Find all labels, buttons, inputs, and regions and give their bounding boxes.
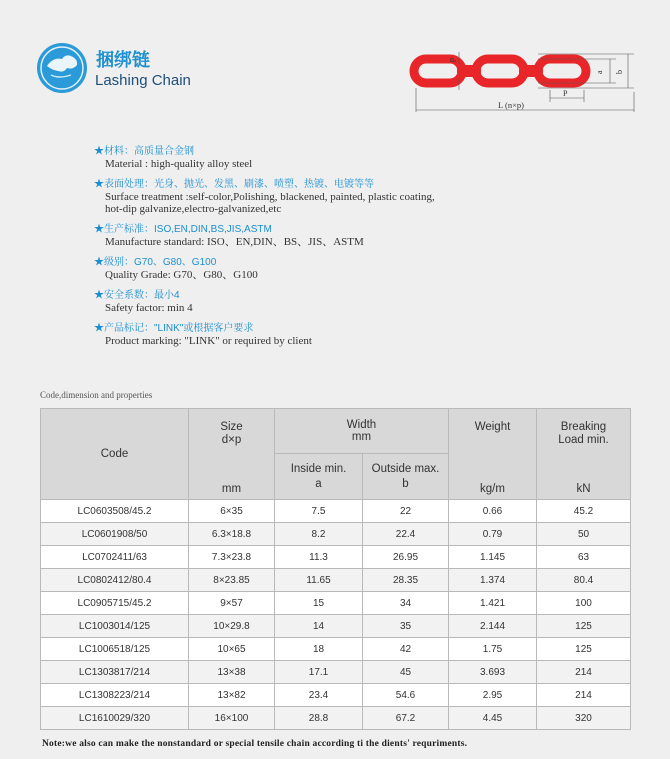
spec-value-en: Material : high-quality alloy steel xyxy=(105,158,253,170)
spec-marking xyxy=(94,323,634,347)
spec-label-cn: ★表面处理：光身、抛光、发黑、刷漆、喷塑、热镀、电镀等等 xyxy=(94,179,374,190)
cell-inside: 15 xyxy=(275,592,363,615)
spec-value-en-continued: hot-dip galvanize,electro-galvanized,etc xyxy=(105,203,282,215)
chain-link xyxy=(538,59,586,83)
spec-value-en: Surface treatment :self-color,Polishing, blackened, painted, plastic coating, xyxy=(105,191,435,203)
cell-weight: 2.95 xyxy=(449,684,537,707)
cell-code: LC1308223/214 xyxy=(41,684,189,707)
spec-material xyxy=(94,146,634,170)
dimension-table xyxy=(40,408,631,730)
cell-inside: 7.5 xyxy=(275,500,363,523)
header-weight: Weight kg/m xyxy=(449,409,537,500)
cell-outside: 22.4 xyxy=(363,523,449,546)
cell-size: 16×100 xyxy=(189,707,275,730)
cell-code: LC1610029/320 xyxy=(41,707,189,730)
chain-connectors xyxy=(457,65,543,77)
cell-outside: 35 xyxy=(363,615,449,638)
cell-weight: 0.66 xyxy=(449,500,537,523)
spec-value-en: Safety factor: min 4 xyxy=(105,302,193,314)
table-row xyxy=(41,546,631,569)
cell-breaking-load: 80.4 xyxy=(537,569,631,592)
chain-link xyxy=(414,59,462,83)
cell-weight: 0.79 xyxy=(449,523,537,546)
brand-name-en: Lashing Chain xyxy=(95,72,191,89)
cell-outside: 22 xyxy=(363,500,449,523)
spec-label-cn: ★级别：G70、G80、G100 xyxy=(94,257,217,268)
cell-weight: 3.693 xyxy=(449,661,537,684)
spec-standard xyxy=(94,224,634,248)
spec-label-cn: ★材料：高质量合金钢 xyxy=(94,146,194,157)
table-caption: Code,dimension and properties xyxy=(40,390,153,400)
cell-inside: 8.2 xyxy=(275,523,363,546)
table-row xyxy=(41,500,631,523)
brand-name-cn: 捆绑链 xyxy=(96,50,150,70)
cell-code: LC0601908/50 xyxy=(41,523,189,546)
cell-outside: 26.95 xyxy=(363,546,449,569)
cell-size: 10×29.8 xyxy=(189,615,275,638)
spec-surface-treatment xyxy=(94,179,634,215)
cell-code: LC0905715/45.2 xyxy=(41,592,189,615)
chain-link xyxy=(476,59,524,83)
cell-size: 8×23.85 xyxy=(189,569,275,592)
spec-grade xyxy=(94,257,634,281)
cell-code: LC1003014/125 xyxy=(41,615,189,638)
cell-inside: 18 xyxy=(275,638,363,661)
chain-link-side xyxy=(519,65,543,77)
dim-label-p: P xyxy=(563,89,568,98)
spec-value-en: Quality Grade: G70、G80、G100 xyxy=(105,269,258,281)
cell-size: 6×35 xyxy=(189,500,275,523)
cell-size: 13×38 xyxy=(189,661,275,684)
cell-code: LC0702411/63 xyxy=(41,546,189,569)
cell-outside: 45 xyxy=(363,661,449,684)
cell-outside: 34 xyxy=(363,592,449,615)
dim-label-d: d xyxy=(448,58,457,62)
spec-label-cn: ★安全系数：最小4 xyxy=(94,290,180,301)
header-code: Code xyxy=(41,409,189,500)
table-row xyxy=(41,592,631,615)
cell-breaking-load: 125 xyxy=(537,615,631,638)
spec-label-cn: ★产品标记："LINK"或根据客户要求 xyxy=(94,323,254,334)
cell-size: 6.3×18.8 xyxy=(189,523,275,546)
cell-weight: 1.145 xyxy=(449,546,537,569)
spec-label-cn: ★生产标准：ISO,EN,DIN,BS,JIS,ASTM xyxy=(94,224,272,235)
chain-dimension-diagram xyxy=(402,40,642,120)
header-width: Width mm xyxy=(275,409,449,454)
table-row xyxy=(41,569,631,592)
table-row xyxy=(41,707,631,730)
cell-inside: 14 xyxy=(275,615,363,638)
table-row xyxy=(41,523,631,546)
cell-code: LC1006518/125 xyxy=(41,638,189,661)
specification-list xyxy=(94,146,634,356)
cell-inside: 11.3 xyxy=(275,546,363,569)
table-row xyxy=(41,615,631,638)
dim-label-length: L (n×p) xyxy=(498,100,524,110)
cell-inside: 28.8 xyxy=(275,707,363,730)
cell-weight: 1.374 xyxy=(449,569,537,592)
cell-size: 9×57 xyxy=(189,592,275,615)
table-row xyxy=(41,684,631,707)
cell-inside: 11.65 xyxy=(275,569,363,592)
dim-label-a: a xyxy=(595,70,604,74)
cell-breaking-load: 214 xyxy=(537,684,631,707)
cell-size: 10×65 xyxy=(189,638,275,661)
cell-breaking-load: 214 xyxy=(537,661,631,684)
cell-breaking-load: 63 xyxy=(537,546,631,569)
spec-safety-factor xyxy=(94,290,634,314)
cell-size: 7.3×23.8 xyxy=(189,546,275,569)
dim-label-b: b xyxy=(615,70,624,74)
globe-logo-icon xyxy=(36,42,88,94)
chain-link-side xyxy=(457,65,481,77)
spec-value-en: Manufacture standard: ISO、EN,DIN、BS、JIS、ASTM xyxy=(105,236,364,248)
cell-outside: 54.6 xyxy=(363,684,449,707)
cell-inside: 23.4 xyxy=(275,684,363,707)
table-row xyxy=(41,638,631,661)
cell-outside: 67.2 xyxy=(363,707,449,730)
header-inside-min: Inside min. a xyxy=(275,454,363,500)
cell-code: LC1303817/214 xyxy=(41,661,189,684)
spec-value-en: Product marking: "LINK" or required by client xyxy=(105,335,312,347)
cell-code: LC0802412/80.4 xyxy=(41,569,189,592)
cell-outside: 42 xyxy=(363,638,449,661)
chain-links xyxy=(414,59,586,83)
footnote: Note:we also can make the nonstandard or special tensile chain according ti the dients' requriments. xyxy=(42,739,468,749)
cell-weight: 4.45 xyxy=(449,707,537,730)
cell-breaking-load: 125 xyxy=(537,638,631,661)
cell-outside: 28.35 xyxy=(363,569,449,592)
cell-inside: 17.1 xyxy=(275,661,363,684)
cell-weight: 1.75 xyxy=(449,638,537,661)
header-breaking-load: Breaking Load min. kN xyxy=(537,409,631,500)
table-row xyxy=(41,661,631,684)
cell-size: 13×82 xyxy=(189,684,275,707)
cell-weight: 1.421 xyxy=(449,592,537,615)
cell-weight: 2.144 xyxy=(449,615,537,638)
cell-breaking-load: 50 xyxy=(537,523,631,546)
cell-breaking-load: 320 xyxy=(537,707,631,730)
cell-code: LC0603508/45.2 xyxy=(41,500,189,523)
cell-breaking-load: 100 xyxy=(537,592,631,615)
cell-breaking-load: 45.2 xyxy=(537,500,631,523)
header-outside-max: Outside max. b xyxy=(363,454,449,500)
header-size: Size d×p mm xyxy=(189,409,275,500)
